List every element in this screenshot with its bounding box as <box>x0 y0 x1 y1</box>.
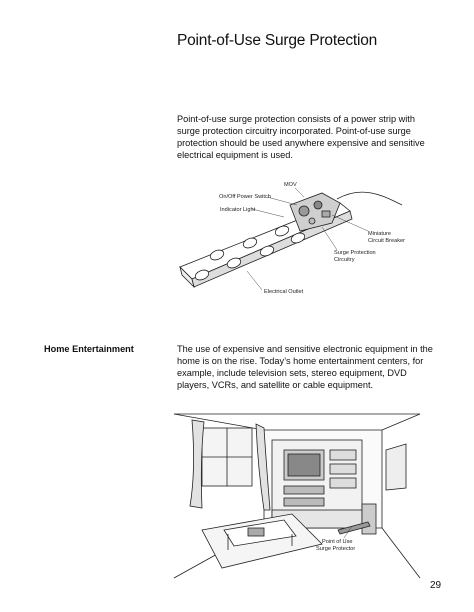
label-indicator-light: Indicator Light <box>220 207 256 213</box>
label-breaker-1: Miniature <box>368 231 392 237</box>
label-protector-2: Surge Protector <box>316 546 356 552</box>
label-protector-1: Point of Use <box>322 539 353 545</box>
label-breaker-2: Circuit Breaker <box>368 238 405 244</box>
page-title: Point-of-Use Surge Protection <box>177 32 378 49</box>
power-strip-illustration <box>172 175 412 310</box>
label-mov: MOV <box>284 182 297 188</box>
section-heading: Home Entertainment <box>44 344 134 354</box>
section-paragraph: The use of expensive and sensitive electronic equipment in the home is on the rise. Today’s home entertainment centers, for example, include television sets, stereo equipment, DVD players, VCRs, and satellite or cable equipment. <box>177 344 433 390</box>
page-number: 29 <box>430 580 442 591</box>
label-surge-2: Circuitry <box>334 257 355 263</box>
intro-paragraph: Point-of-use surge protection consists of a power strip with surge protection circuitry incorporated. Point-of-use surge protection should be used anywhere expensive and sensitive electrical equipment is used. <box>177 114 425 160</box>
home-entertainment-illustration <box>172 410 422 580</box>
label-surge-1: Surge Protection <box>334 250 376 256</box>
label-power-switch: On/Off Power Switch <box>219 194 271 200</box>
label-electrical-outlet: Electrical Outlet <box>264 289 304 295</box>
